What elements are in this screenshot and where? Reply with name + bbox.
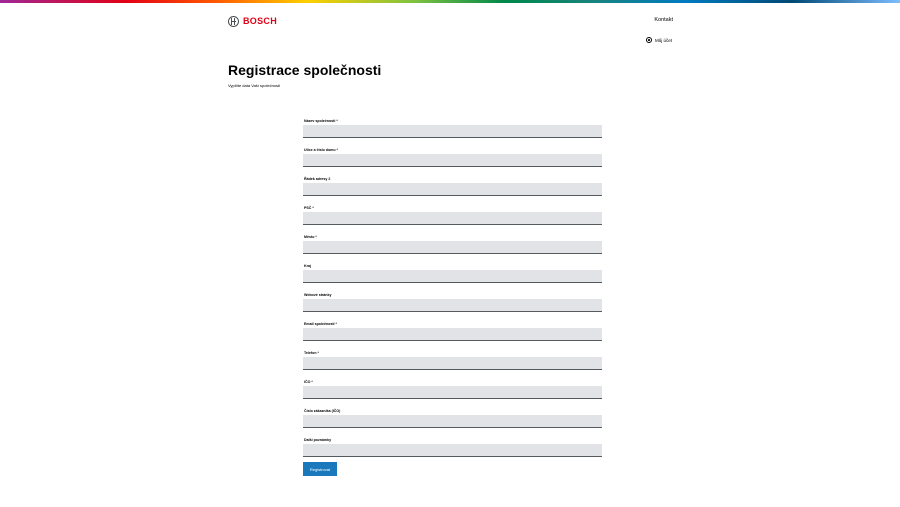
bosch-armature-icon [228,16,239,27]
field-company-name [303,118,602,147]
field-notes [303,437,602,466]
field-label: Telefon * [304,351,319,355]
address-line-2-input[interactable] [303,183,602,196]
field-label: Číslo zákazníka (IČO) [304,409,341,413]
contact-link[interactable]: Kontakt [654,17,673,23]
field-region [303,263,602,292]
page-title: Registrace společnosti [228,62,382,78]
field-label: PSČ * [304,206,314,210]
postal-code-input[interactable] [303,212,602,225]
register-button[interactable]: Registrovat [303,462,337,476]
field-website [303,292,602,321]
website-input[interactable] [303,299,602,312]
field-customer-number [303,408,602,437]
phone-input[interactable] [303,357,602,370]
field-street [303,147,602,176]
notes-input[interactable] [303,444,602,457]
field-city [303,234,602,263]
region-input[interactable] [303,270,602,283]
account-link-label: Můj účet [654,37,672,43]
user-circle-icon [646,37,652,43]
field-label: Ulice a číslo domu * [304,148,338,152]
company-email-input[interactable] [303,328,602,341]
field-label: Webové stránky [304,293,332,297]
brand-color-bar [0,0,900,3]
field-label: IČO * [304,380,313,384]
account-link[interactable] [646,37,672,43]
company-name-input[interactable] [303,125,602,138]
field-label: Název společnosti * [304,119,338,123]
ico-input[interactable] [303,386,602,399]
field-label: Město * [304,235,317,239]
logo-text: BOSCH [243,16,278,26]
field-label: Email společnosti * [304,322,337,326]
field-label: Kraj [304,264,311,268]
customer-number-input[interactable] [303,415,602,428]
field-label: Řádek adresy 2 [304,177,331,181]
field-phone [303,350,602,379]
street-input[interactable] [303,154,602,167]
field-postal-code [303,205,602,234]
field-label: Další poznámky [304,438,332,442]
field-address-line-2 [303,176,602,205]
bosch-logo[interactable] [228,14,277,28]
page-subtitle: Vyplňte data Vaší společnosti [228,83,281,88]
field-company-email [303,321,602,350]
city-input[interactable] [303,241,602,254]
registration-form [303,118,602,466]
field-ico [303,379,602,408]
